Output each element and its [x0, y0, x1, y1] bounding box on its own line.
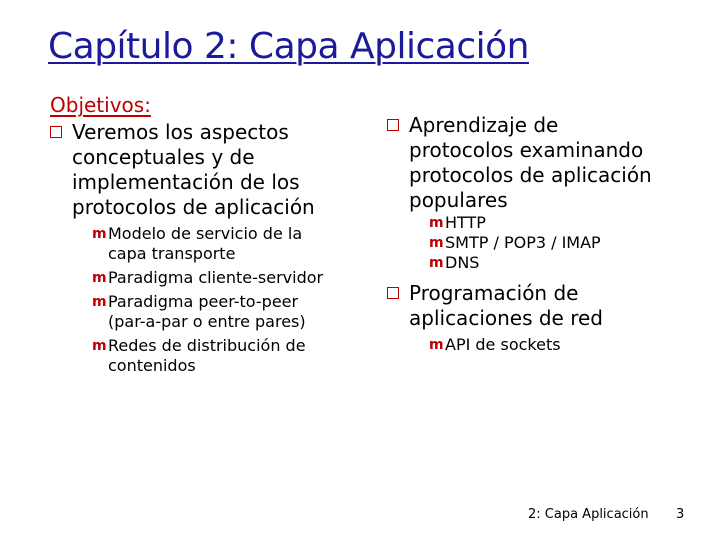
sub-bullet-item	[48, 224, 368, 264]
sub-bullet-icon: m	[429, 337, 444, 353]
sub-bullet-item	[385, 213, 715, 233]
bullet-line: protocolos examinando	[409, 138, 644, 162]
sub-bullet-item	[48, 268, 368, 288]
sub-bullet-line: HTTP	[445, 213, 486, 232]
bullet-item	[385, 281, 715, 331]
sub-bullet-item	[48, 336, 368, 376]
sub-bullet-icon: m	[92, 270, 107, 286]
sub-bullet-icon: m	[429, 255, 444, 271]
sub-bullet-line: Paradigma cliente-servidor	[108, 268, 324, 287]
square-bullet-icon	[387, 287, 399, 299]
sub-bullet-line: API de sockets	[445, 335, 561, 354]
sub-bullet-item	[385, 253, 715, 273]
bullet-line: Programación de	[409, 281, 579, 305]
bullet-item	[385, 113, 715, 213]
square-bullet-icon	[387, 119, 399, 131]
sub-bullet-line: capa transporte	[108, 244, 236, 263]
sub-bullet-line: contenidos	[108, 356, 196, 375]
square-bullet-icon	[50, 126, 62, 138]
right-column	[385, 113, 715, 355]
sub-bullet-item	[48, 292, 368, 332]
sub-bullet-line: Redes de distribución de	[108, 336, 306, 355]
bullet-item	[48, 120, 368, 220]
sub-bullet-line: Modelo de servicio de la	[108, 224, 303, 243]
bullet-line: Veremos los aspectos	[72, 120, 289, 144]
sub-bullet-icon: m	[429, 215, 444, 231]
bullet-line: implementación de los	[72, 170, 300, 194]
sub-bullet-item	[385, 233, 715, 253]
bullet-line: aplicaciones de red	[409, 306, 604, 330]
bullet-line: protocolos de aplicación	[72, 195, 315, 219]
sub-bullet-line: Paradigma peer-to-peer	[108, 292, 299, 311]
sub-bullet-line: SMTP / POP3 / IMAP	[445, 233, 601, 252]
page-number: 3	[676, 507, 685, 522]
slide-title: Capítulo 2: Capa Aplicación	[48, 26, 529, 67]
sub-bullet-icon: m	[429, 235, 444, 251]
sub-bullet-icon: m	[92, 226, 107, 242]
sub-bullet-line: DNS	[445, 253, 480, 272]
bullet-line: conceptuales y de	[72, 145, 255, 169]
sub-bullet-icon: m	[92, 338, 107, 354]
sub-bullet-item	[385, 335, 715, 355]
footer-chapter-label: 2: Capa Aplicación	[528, 507, 649, 522]
bullet-line: protocolos de aplicación	[409, 163, 652, 187]
objetivos-label: Objetivos:	[50, 93, 151, 117]
sub-bullet-line: (par-a-par o entre pares)	[108, 312, 306, 331]
left-column	[48, 120, 368, 376]
bullet-line: populares	[409, 188, 508, 212]
sub-bullet-icon: m	[92, 294, 107, 310]
bullet-line: Aprendizaje de	[409, 113, 559, 137]
